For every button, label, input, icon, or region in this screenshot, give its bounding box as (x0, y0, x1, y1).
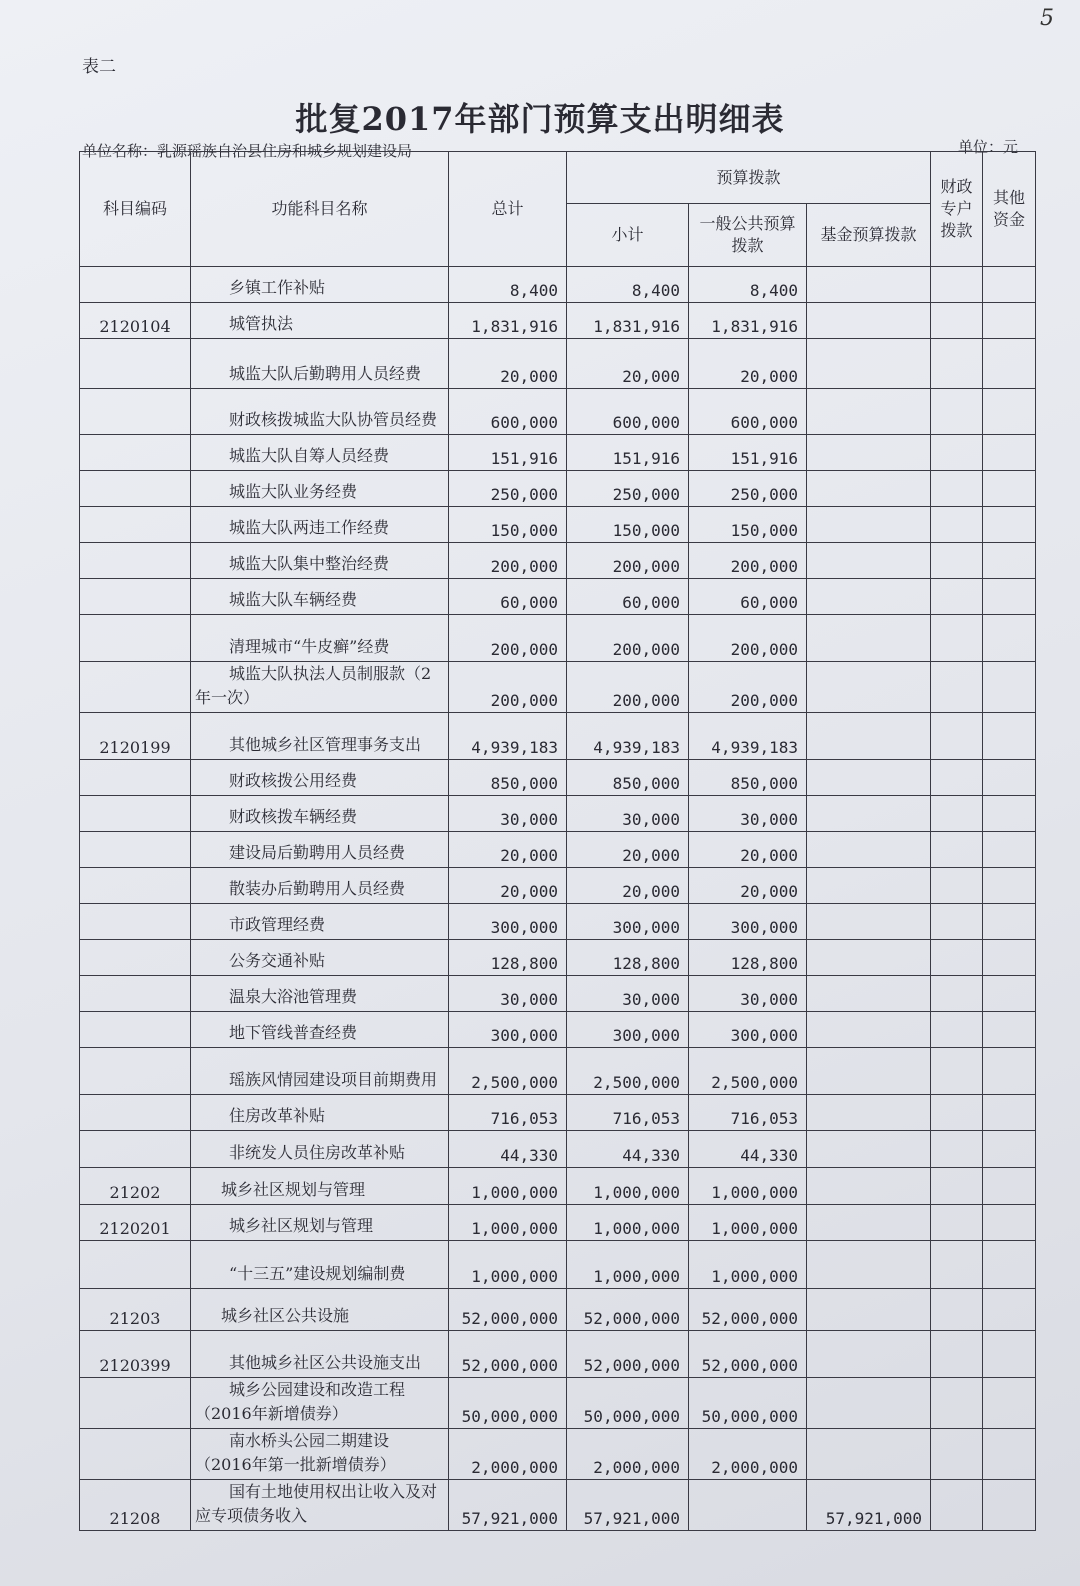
header-total: 总计 (449, 152, 567, 267)
table-row (80, 868, 1036, 904)
table-row (80, 796, 1036, 832)
table-row (80, 1131, 1036, 1168)
subtotal-cell: 57,921,000 (567, 1480, 689, 1531)
fund-budget-cell (807, 796, 931, 832)
name-cell: 散装办后勤聘用人员经费 (191, 868, 449, 904)
subtotal-cell: 151,916 (567, 435, 689, 471)
special-cell (931, 543, 983, 579)
general-budget-cell: 200,000 (689, 662, 807, 713)
special-cell (931, 1048, 983, 1095)
code-cell (80, 1012, 191, 1048)
fund-budget-cell (807, 832, 931, 868)
table-row (80, 1241, 1036, 1289)
special-cell (931, 1012, 983, 1048)
table-row (80, 1331, 1036, 1378)
total-cell: 30,000 (449, 976, 567, 1012)
total-cell: 300,000 (449, 1012, 567, 1048)
fund-budget-cell (807, 1289, 931, 1331)
special-cell (931, 940, 983, 976)
fund-budget-cell (807, 1012, 931, 1048)
total-cell: 2,000,000 (449, 1429, 567, 1480)
subtotal-cell: 30,000 (567, 796, 689, 832)
general-budget-cell: 850,000 (689, 760, 807, 796)
other-cell (983, 662, 1036, 713)
general-budget-cell: 44,330 (689, 1131, 807, 1168)
table-row (80, 976, 1036, 1012)
name-cell: 城监大队自筹人员经费 (191, 435, 449, 471)
general-budget-cell: 1,000,000 (689, 1168, 807, 1205)
table-row (80, 1048, 1036, 1095)
other-cell (983, 760, 1036, 796)
other-cell (983, 832, 1036, 868)
special-cell (931, 435, 983, 471)
general-budget-cell: 20,000 (689, 832, 807, 868)
code-cell: 21202 (80, 1168, 191, 1205)
other-cell (983, 579, 1036, 615)
name-cell: 城乡公园建设和改造工程（2016年新增债券） (191, 1378, 449, 1429)
fund-budget-cell (807, 760, 931, 796)
special-cell (931, 1205, 983, 1241)
fund-budget-cell (807, 976, 931, 1012)
table-row (80, 662, 1036, 713)
total-cell: 50,000,000 (449, 1378, 567, 1429)
special-cell (931, 713, 983, 760)
name-cell: 城监大队业务经费 (191, 471, 449, 507)
other-cell (983, 303, 1036, 339)
code-cell: 2120104 (80, 303, 191, 339)
name-cell: 非统发人员住房改革补贴 (191, 1131, 449, 1168)
special-cell (931, 471, 983, 507)
other-cell (983, 940, 1036, 976)
total-cell: 850,000 (449, 760, 567, 796)
subtotal-cell: 150,000 (567, 507, 689, 543)
total-cell: 60,000 (449, 579, 567, 615)
special-cell (931, 339, 983, 389)
table-row (80, 904, 1036, 940)
fund-budget-cell (807, 339, 931, 389)
code-cell (80, 832, 191, 868)
other-cell (983, 1241, 1036, 1289)
table-label: 表二 (82, 57, 116, 77)
total-cell: 716,053 (449, 1095, 567, 1131)
table-row (80, 615, 1036, 662)
total-cell: 1,000,000 (449, 1205, 567, 1241)
other-cell (983, 1131, 1036, 1168)
page-number: 5 (1040, 6, 1054, 31)
table-row (80, 1378, 1036, 1429)
name-cell: 其他城乡社区公共设施支出 (191, 1331, 449, 1378)
fund-budget-cell (807, 940, 931, 976)
fund-budget-cell (807, 1131, 931, 1168)
fund-budget-cell (807, 1095, 931, 1131)
subtotal-cell: 850,000 (567, 760, 689, 796)
general-budget-cell: 200,000 (689, 543, 807, 579)
table-row (80, 267, 1036, 303)
other-cell (983, 435, 1036, 471)
fund-budget-cell (807, 615, 931, 662)
special-cell (931, 904, 983, 940)
name-cell: 乡镇工作补贴 (191, 267, 449, 303)
other-cell (983, 1378, 1036, 1429)
code-cell (80, 339, 191, 389)
subtotal-cell: 1,000,000 (567, 1205, 689, 1241)
other-cell (983, 1331, 1036, 1378)
header-subtotal: 小计 (567, 204, 689, 267)
subtotal-cell: 20,000 (567, 832, 689, 868)
special-cell (931, 507, 983, 543)
table-row (80, 471, 1036, 507)
fund-budget-cell (807, 1168, 931, 1205)
table-row (80, 303, 1036, 339)
header-code: 科目编码 (80, 152, 191, 267)
code-cell: 2120201 (80, 1205, 191, 1241)
code-cell (80, 760, 191, 796)
general-budget-cell: 1,000,000 (689, 1241, 807, 1289)
code-cell (80, 1095, 191, 1131)
subtotal-cell: 2,000,000 (567, 1429, 689, 1480)
name-cell: 国有土地使用权出让收入及对应专项债务收入 (191, 1480, 449, 1531)
code-cell (80, 1048, 191, 1095)
name-cell: 瑶族风情园建设项目前期费用 (191, 1048, 449, 1095)
code-cell (80, 1378, 191, 1429)
header-general-budget: 一般公共预算拨款 (689, 204, 807, 267)
code-cell (80, 1131, 191, 1168)
general-budget-cell: 2,500,000 (689, 1048, 807, 1095)
general-budget-cell: 8,400 (689, 267, 807, 303)
fund-budget-cell (807, 904, 931, 940)
other-cell (983, 1048, 1036, 1095)
general-budget-cell: 600,000 (689, 389, 807, 435)
total-cell: 1,831,916 (449, 303, 567, 339)
header-budget-group: 预算拨款 (567, 152, 931, 204)
name-cell: 城管执法 (191, 303, 449, 339)
fund-budget-cell (807, 389, 931, 435)
general-budget-cell: 52,000,000 (689, 1331, 807, 1378)
table-row (80, 832, 1036, 868)
header-special: 财政专户拨款 (931, 152, 983, 267)
other-cell (983, 1205, 1036, 1241)
name-cell: 清理城市“牛皮癣”经费 (191, 615, 449, 662)
name-cell: 南水桥头公园二期建设（2016年第一批新增债券） (191, 1429, 449, 1480)
code-cell: 2120199 (80, 713, 191, 760)
general-budget-cell: 1,000,000 (689, 1205, 807, 1241)
table-row (80, 1480, 1036, 1531)
fund-budget-cell (807, 713, 931, 760)
other-cell (983, 1168, 1036, 1205)
name-cell: 住房改革补贴 (191, 1095, 449, 1131)
other-cell (983, 1480, 1036, 1531)
other-cell (983, 1095, 1036, 1131)
total-cell: 20,000 (449, 339, 567, 389)
special-cell (931, 389, 983, 435)
total-cell: 1,000,000 (449, 1241, 567, 1289)
table-row (80, 1012, 1036, 1048)
fund-budget-cell (807, 662, 931, 713)
general-budget-cell: 1,831,916 (689, 303, 807, 339)
general-budget-cell: 20,000 (689, 339, 807, 389)
subtotal-cell: 30,000 (567, 976, 689, 1012)
code-cell (80, 868, 191, 904)
general-budget-cell: 60,000 (689, 579, 807, 615)
fund-budget-cell (807, 1241, 931, 1289)
fund-budget-cell (807, 435, 931, 471)
name-cell: 城监大队两违工作经费 (191, 507, 449, 543)
other-cell (983, 904, 1036, 940)
special-cell (931, 1168, 983, 1205)
code-cell (80, 796, 191, 832)
fund-budget-cell (807, 267, 931, 303)
other-cell (983, 339, 1036, 389)
table-row (80, 760, 1036, 796)
other-cell (983, 1012, 1036, 1048)
general-budget-cell: 150,000 (689, 507, 807, 543)
code-cell (80, 976, 191, 1012)
special-cell (931, 832, 983, 868)
name-cell: 财政核拨公用经费 (191, 760, 449, 796)
code-cell (80, 904, 191, 940)
subtotal-cell: 60,000 (567, 579, 689, 615)
subtotal-cell: 250,000 (567, 471, 689, 507)
total-cell: 151,916 (449, 435, 567, 471)
code-cell: 2120399 (80, 1331, 191, 1378)
general-budget-cell: 300,000 (689, 904, 807, 940)
general-budget-cell: 52,000,000 (689, 1289, 807, 1331)
table-row (80, 507, 1036, 543)
total-cell: 300,000 (449, 904, 567, 940)
code-cell (80, 543, 191, 579)
fund-budget-cell (807, 1048, 931, 1095)
total-cell: 57,921,000 (449, 1480, 567, 1531)
fund-budget-cell (807, 1429, 931, 1480)
code-cell (80, 435, 191, 471)
table-row (80, 1205, 1036, 1241)
fund-budget-cell (807, 868, 931, 904)
general-budget-cell: 20,000 (689, 868, 807, 904)
general-budget-cell: 250,000 (689, 471, 807, 507)
subtotal-cell: 716,053 (567, 1095, 689, 1131)
table-row (80, 389, 1036, 435)
general-budget-cell: 300,000 (689, 1012, 807, 1048)
total-cell: 20,000 (449, 832, 567, 868)
subtotal-cell: 1,000,000 (567, 1168, 689, 1205)
name-cell: 建设局后勤聘用人员经费 (191, 832, 449, 868)
other-cell (983, 868, 1036, 904)
unit-name: 单位名称：乳源瑶族自治县住房和城乡规划建设局 (82, 142, 413, 160)
name-cell: 财政核拨城监大队协管员经费 (191, 389, 449, 435)
subtotal-cell: 300,000 (567, 1012, 689, 1048)
other-cell (983, 507, 1036, 543)
code-cell (80, 267, 191, 303)
budget-table (79, 151, 1036, 1531)
total-cell: 200,000 (449, 662, 567, 713)
code-cell (80, 579, 191, 615)
subtotal-cell: 600,000 (567, 389, 689, 435)
total-cell: 128,800 (449, 940, 567, 976)
name-cell: 城乡社区公共设施 (191, 1289, 449, 1331)
code-cell (80, 389, 191, 435)
special-cell (931, 1331, 983, 1378)
name-cell: 城乡社区规划与管理 (191, 1205, 449, 1241)
header-other: 其他资金 (983, 152, 1036, 267)
subtotal-cell: 44,330 (567, 1131, 689, 1168)
subtotal-cell: 200,000 (567, 662, 689, 713)
subtotal-cell: 128,800 (567, 940, 689, 976)
name-cell: 其他城乡社区管理事务支出 (191, 713, 449, 760)
name-cell: 地下管线普查经费 (191, 1012, 449, 1048)
fund-budget-cell (807, 507, 931, 543)
special-cell (931, 267, 983, 303)
special-cell (931, 1378, 983, 1429)
table-row (80, 1289, 1036, 1331)
code-cell: 21208 (80, 1480, 191, 1531)
currency-unit: 单位：元 (957, 138, 1018, 156)
subtotal-cell: 20,000 (567, 339, 689, 389)
fund-budget-cell (807, 543, 931, 579)
table-row (80, 1095, 1036, 1131)
name-cell: 公务交通补贴 (191, 940, 449, 976)
table-row (80, 1168, 1036, 1205)
subtotal-cell: 200,000 (567, 543, 689, 579)
general-budget-cell: 128,800 (689, 940, 807, 976)
general-budget-cell: 30,000 (689, 976, 807, 1012)
name-cell: 财政核拨车辆经费 (191, 796, 449, 832)
code-cell (80, 1429, 191, 1480)
special-cell (931, 1095, 983, 1131)
fund-budget-cell (807, 579, 931, 615)
total-cell: 200,000 (449, 615, 567, 662)
other-cell (983, 713, 1036, 760)
total-cell: 250,000 (449, 471, 567, 507)
table-row (80, 579, 1036, 615)
fund-budget-cell (807, 303, 931, 339)
total-cell: 20,000 (449, 868, 567, 904)
code-cell (80, 940, 191, 976)
special-cell (931, 868, 983, 904)
total-cell: 600,000 (449, 389, 567, 435)
fund-budget-cell (807, 471, 931, 507)
code-cell (80, 662, 191, 713)
special-cell (931, 1131, 983, 1168)
code-cell: 21203 (80, 1289, 191, 1331)
general-budget-cell: 50,000,000 (689, 1378, 807, 1429)
table-row (80, 339, 1036, 389)
header-fund-budget: 基金预算拨款 (807, 204, 931, 267)
total-cell: 2,500,000 (449, 1048, 567, 1095)
name-cell: 城乡社区规划与管理 (191, 1168, 449, 1205)
special-cell (931, 579, 983, 615)
subtotal-cell: 52,000,000 (567, 1289, 689, 1331)
other-cell (983, 471, 1036, 507)
special-cell (931, 615, 983, 662)
subtotal-cell: 2,500,000 (567, 1048, 689, 1095)
total-cell: 4,939,183 (449, 713, 567, 760)
other-cell (983, 389, 1036, 435)
special-cell (931, 1480, 983, 1531)
fund-budget-cell (807, 1205, 931, 1241)
special-cell (931, 303, 983, 339)
table-row (80, 713, 1036, 760)
subtotal-cell: 1,831,916 (567, 303, 689, 339)
table-row (80, 940, 1036, 976)
name-cell: 温泉大浴池管理费 (191, 976, 449, 1012)
page-title: 批复2017年部门预算支出明细表 (295, 100, 785, 138)
total-cell: 200,000 (449, 543, 567, 579)
other-cell (983, 1289, 1036, 1331)
other-cell (983, 1429, 1036, 1480)
general-budget-cell: 151,916 (689, 435, 807, 471)
general-budget-cell: 2,000,000 (689, 1429, 807, 1480)
name-cell: 城监大队执法人员制服款（2年一次） (191, 662, 449, 713)
total-cell: 52,000,000 (449, 1331, 567, 1378)
name-cell: 城监大队后勤聘用人员经费 (191, 339, 449, 389)
code-cell (80, 507, 191, 543)
special-cell (931, 1241, 983, 1289)
subtotal-cell: 4,939,183 (567, 713, 689, 760)
general-budget-cell (689, 1480, 807, 1531)
subtotal-cell: 300,000 (567, 904, 689, 940)
subtotal-cell: 1,000,000 (567, 1241, 689, 1289)
code-cell (80, 1241, 191, 1289)
code-cell (80, 471, 191, 507)
general-budget-cell: 200,000 (689, 615, 807, 662)
name-cell: “十三五”建设规划编制费 (191, 1241, 449, 1289)
name-cell: 市政管理经费 (191, 904, 449, 940)
name-cell: 城监大队车辆经费 (191, 579, 449, 615)
total-cell: 30,000 (449, 796, 567, 832)
total-cell: 150,000 (449, 507, 567, 543)
table-row (80, 543, 1036, 579)
name-cell: 城监大队集中整治经费 (191, 543, 449, 579)
total-cell: 52,000,000 (449, 1289, 567, 1331)
special-cell (931, 976, 983, 1012)
table-row (80, 1429, 1036, 1480)
general-budget-cell: 716,053 (689, 1095, 807, 1131)
subtotal-cell: 20,000 (567, 868, 689, 904)
table-row (80, 435, 1036, 471)
special-cell (931, 1289, 983, 1331)
other-cell (983, 267, 1036, 303)
special-cell (931, 662, 983, 713)
other-cell (983, 615, 1036, 662)
code-cell (80, 615, 191, 662)
subtotal-cell: 50,000,000 (567, 1378, 689, 1429)
fund-budget-cell (807, 1378, 931, 1429)
special-cell (931, 796, 983, 832)
general-budget-cell: 30,000 (689, 796, 807, 832)
fund-budget-cell (807, 1331, 931, 1378)
special-cell (931, 1429, 983, 1480)
other-cell (983, 976, 1036, 1012)
subtotal-cell: 52,000,000 (567, 1331, 689, 1378)
fund-budget-cell: 57,921,000 (807, 1480, 931, 1531)
subtotal-cell: 200,000 (567, 615, 689, 662)
table-body (80, 267, 1036, 1531)
total-cell: 8,400 (449, 267, 567, 303)
total-cell: 44,330 (449, 1131, 567, 1168)
total-cell: 1,000,000 (449, 1168, 567, 1205)
other-cell (983, 796, 1036, 832)
header-name: 功能科目名称 (191, 152, 449, 267)
subtotal-cell: 8,400 (567, 267, 689, 303)
other-cell (983, 543, 1036, 579)
special-cell (931, 760, 983, 796)
general-budget-cell: 4,939,183 (689, 713, 807, 760)
